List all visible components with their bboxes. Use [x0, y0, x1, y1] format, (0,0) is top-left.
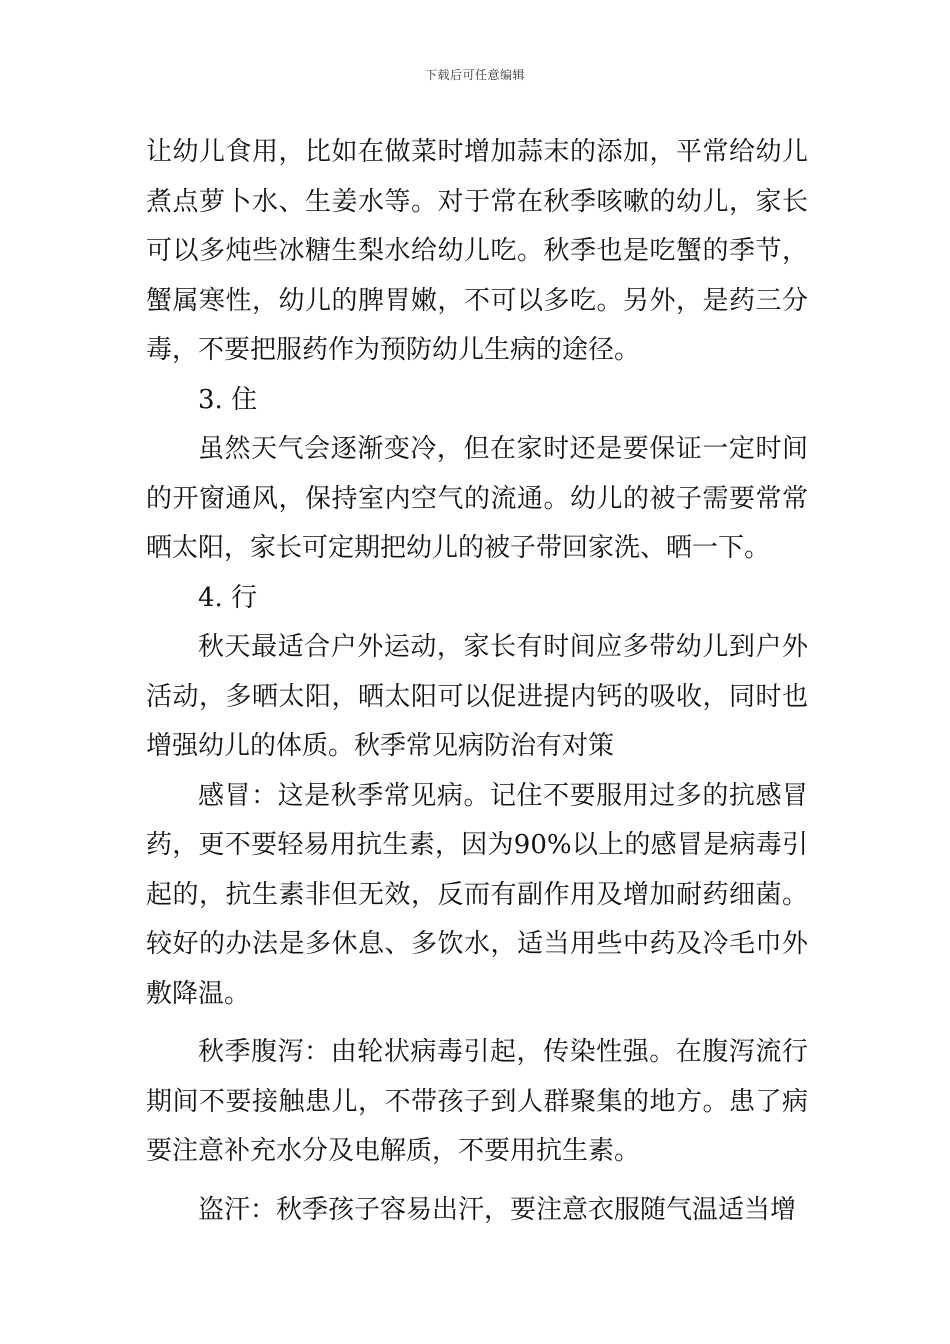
paragraph-diet-continued: 让幼儿食用，比如在做菜时增加蒜末的添加，平常给幼儿煮点萝卜水、生姜水等。对于常在秋季咳嗽的幼儿，家长可以多炖些冰糖生梨水给幼儿吃。秋季也是吃蟹的季节，蟹属寒性，幼儿的脾胃嫩，不可以多吃。另外，是药三分毒，不要把服药作为预防幼儿生病的途径。	[146, 137, 808, 365]
section-heading-housing: 3. 住	[198, 384, 258, 415]
paragraph-night-sweat: 盗汗：秋季孩子容易出汗，要注意衣服随气温适当增	[198, 1194, 797, 1225]
paragraph-outdoor-activity: 秋天最适合户外运动，家长有时间应多带幼儿到户外活动，多晒太阳，晒太阳可以促进提内钙的吸收，同时也增强幼儿的体质。秋季常见病防治有对策	[146, 632, 808, 761]
paragraph-housing: 虽然天气会逐渐变冷，但在家时还是要保证一定时间的开窗通风，保持室内空气的流通。幼儿的被子需要常常晒太阳，家长可定期把幼儿的被子带回家洗、晒一下。	[146, 434, 808, 563]
document-body	[146, 128, 808, 1235]
paragraph-cold: 感冒：这是秋季常见病。记住不要服用过多的抗感冒药，更不要轻易用抗生素，因为90%以上的感冒是病毒引起的，抗生素非但无效，反而有副作用及增加耐药细菌。较好的办法是多休息、多饮水，适当用些中药及冷毛巾外敷降温。	[146, 780, 808, 1009]
page-header-note: 下载后可任意编辑	[424, 68, 525, 82]
section-heading-travel: 4. 行	[198, 582, 258, 613]
paragraph-diarrhea: 秋季腹泻：由轮状病毒引起，传染性强。在腹泻流行期间不要接触患儿，不带孩子到人群聚集的地方。患了病要注意补充水分及电解质，不要用抗生素。	[146, 1037, 808, 1166]
